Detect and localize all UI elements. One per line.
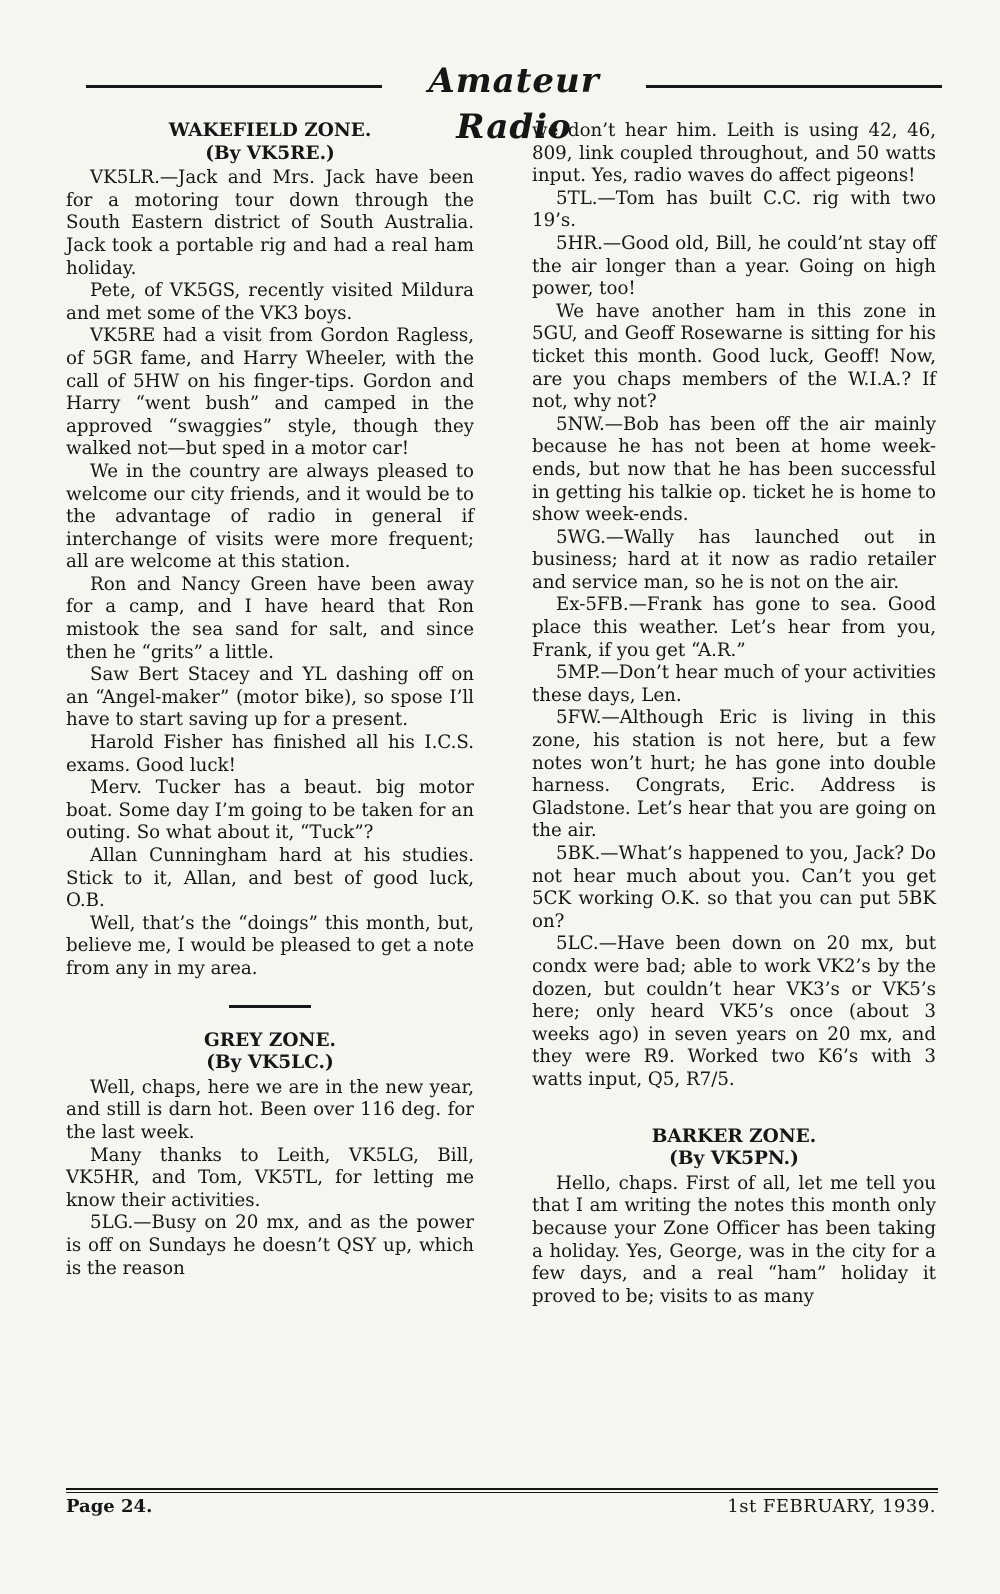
paragraph: 5LC.—Have been down on 20 mx, but condx were bad; able to work VK2’s by the dozen, but couldn’t hear VK3’s or VK5’s here; only heard VK5’s once (about 3 weeks ago) in seven years on 20 mx, and they were R9. Worked two K6’s with 3 watts input, Q5, R7/5. [532, 933, 936, 1090]
left-column [66, 120, 474, 1280]
paragraph: Pete, of VK5GS, recently visited Mildura and met some of the VK3 boys. [66, 280, 474, 324]
paragraph: 5NW.—Bob has been off the air mainly because he has not been at home week-ends, but now that he has been successful in getting his talkie op. ticket he is home to show week-ends. [532, 413, 936, 526]
footer-rule-thin [66, 1492, 938, 1493]
paragraph: 5LG.—Busy on 20 mx, and as the power is off on Sundays he doesn’t QSY up, which is the reason [66, 1212, 474, 1279]
paragraph-continuation: we don’t hear him. Leith is using 42, 46, 809, link coupled throughout, and 50 watts input. Yes, radio waves do affect pigeons! [532, 120, 936, 187]
section-divider [229, 1005, 311, 1008]
paragraph: VK5LR.—Jack and Mrs. Jack have been for a motoring tour down through the South Eastern district of South Australia. Jack took a portable rig and had a real ham holiday. [66, 167, 474, 279]
masthead-rule-right [646, 85, 942, 88]
paragraph: We in the country are always pleased to welcome our city friends, and it would be to the advantage of radio in general if interchange of visits were more frequent; all are welcome at this station. [66, 460, 474, 573]
paragraph: Saw Bert Stacey and YL dashing off on an “Angel-maker” (motor bike), so spose I’ll have to start saving up for a present. [66, 664, 474, 731]
paragraph: Ex-5FB.—Frank has gone to sea. Good place this weather. Let’s hear from you, Frank, if you get “A.R.” [532, 594, 936, 661]
paragraph: 5MP.—Don’t hear much of your activities these days, Len. [532, 662, 936, 706]
paragraph: VK5RE had a visit from Gordon Ragless, of 5GR fame, and Harry Wheeler, with the call of 5HW on his finger-tips. Gordon and Harry “went bush” and camped in the approved “swaggies” style, though they walked not—but sped in a motor car! [66, 325, 474, 460]
masthead-rule-left [86, 85, 382, 88]
paragraph: Harold Fisher has finished all his I.C.S. exams. Good luck! [66, 732, 474, 776]
wakefield-zone-byline: (By VK5RE.) [205, 142, 335, 164]
wakefield-zone-heading: WAKEFIELD ZONE. [168, 120, 372, 141]
paragraph: 5HR.—Good old, Bill, he could’nt stay off the air longer than a year. Going on high power, too! [532, 232, 936, 300]
paragraph: Ron and Nancy Green have been away for a camp, and I have heard that Ron mistook the sea sand for salt, and since then he “grits” a little. [66, 573, 474, 663]
paragraph: 5BK.—What’s happened to you, Jack? Do not hear much about you. Can’t you get 5CK working O.K. so that you can put 5BK on? [532, 843, 936, 932]
section-gap [532, 1092, 936, 1126]
grey-zone-byline: (By VK5LC.) [206, 1052, 334, 1074]
paragraph: Many thanks to Leith, VK5LG, Bill, VK5HR, and Tom, VK5TL, for letting me know their activities. [66, 1144, 474, 1211]
grey-zone-heading: GREY ZONE. [204, 1029, 336, 1051]
masthead-logo: Amateur Radio [428, 61, 600, 147]
footer-rule [66, 1488, 938, 1490]
paragraph: Merv. Tucker has a beaut. big motor boat. Some day I’m going to be taken for an outing. So what about it, “Tuck”? [66, 777, 474, 844]
issue-date: 1st FEBRUARY, 1939. [727, 1496, 936, 1517]
paragraph: Well, chaps, here we are in the new year, and still is darn hot. Been over 116 deg. for the last week. [66, 1076, 474, 1143]
paragraph: Hello, chaps. First of all, let me tell you that I am writing the notes this month only because your Zone Officer has been taking a holiday. Yes, George, was in the city for a few days, and a real “ham” holiday it proved to be; visits to as many [532, 1172, 936, 1307]
page-number: Page 24. [66, 1496, 153, 1517]
paragraph: Well, that’s the “doings” this month, but, believe me, I would be pleased to get a note from any in my area. [66, 912, 474, 979]
paragraph: 5FW.—Although Eric is living in this zone, his station is not here, but a few notes won’t hurt; he has gone into double harness. Congrats, Eric. Address is Gladstone. Let’s hear that you are going on the air. [532, 707, 936, 842]
paragraph: We have another ham in this zone in 5GU, and Geoff Rosewarne is sitting for his ticket this month. Good luck, Geoff! Now, are you chaps members of the W.I.A.? If not, why not? [532, 300, 936, 413]
right-column [532, 120, 936, 1308]
barker-zone-byline: (By VK5PN.) [669, 1148, 799, 1170]
paragraph: 5WG.—Wally has launched out in business; hard at it now as radio retailer and service man, so he is not on the air. [532, 526, 936, 593]
barker-zone-heading: BARKER ZONE. [651, 1125, 817, 1147]
paragraph: Allan Cunningham hard at his studies. Stick to it, Allan, and best of good luck, O.B. [66, 845, 474, 912]
paragraph: 5TL.—Tom has built C.C. rig with two 19’s. [532, 187, 936, 232]
